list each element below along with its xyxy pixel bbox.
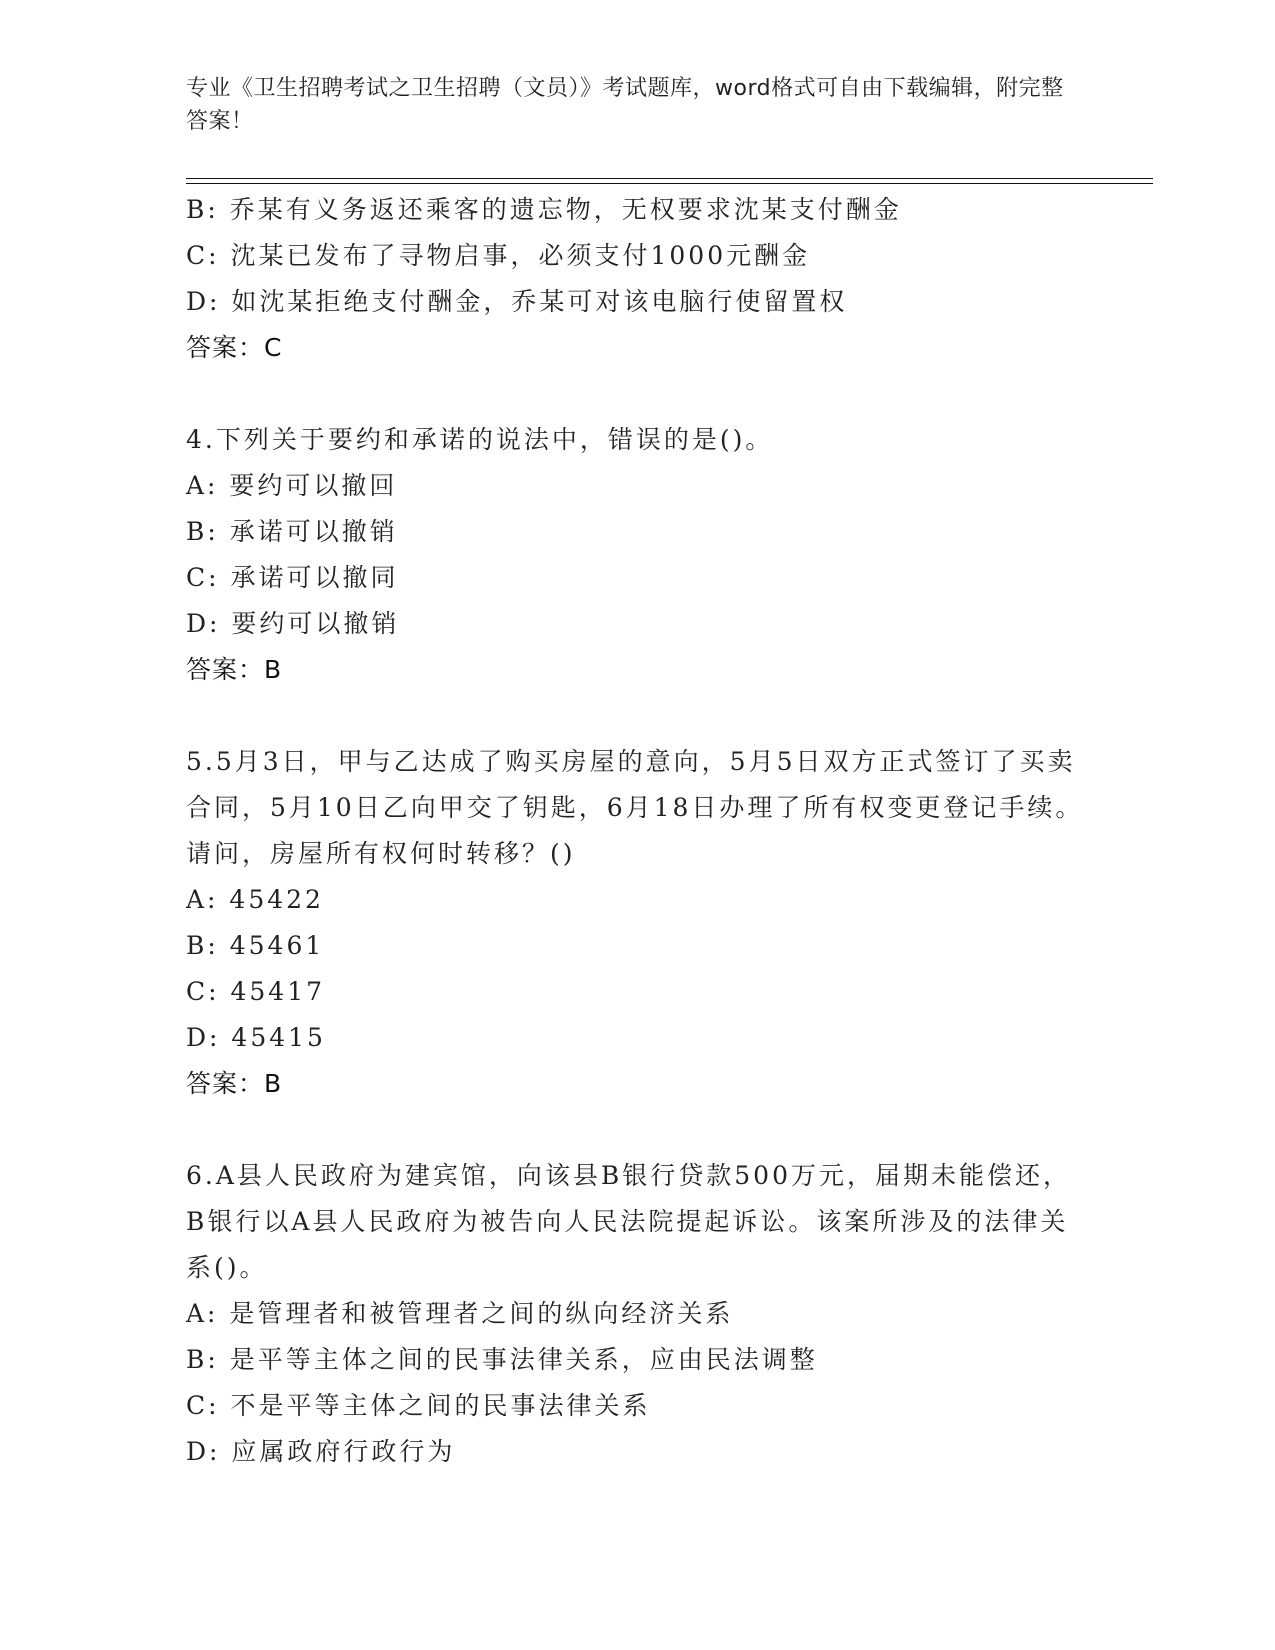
answer-label: 答案：B: [186, 1069, 283, 1098]
option-c: C: 沈某已发布了寻物启事，必须支付1000元酬金: [186, 241, 811, 270]
question-5: [186, 739, 1086, 1107]
option-d: D: 要约可以撤销: [186, 609, 400, 638]
option-c: C: 不是平等主体之间的民事法律关系: [186, 1391, 651, 1420]
option-b: B: 乔某有义务返还乘客的遗忘物，无权要求沈某支付酬金: [186, 195, 902, 224]
option-a: A: 45422: [186, 885, 324, 914]
question-text: 4.下列关于要约和承诺的说法中，错误的是()。: [186, 425, 774, 454]
answer-label: 答案：B: [186, 655, 283, 684]
question-3-tail: [186, 187, 1086, 371]
document-header: 专业《卫生招聘考试之卫生招聘（文员）》考试题库，word格式可自由下载编辑，附完整答案！: [186, 76, 1064, 134]
answer-label: 答案：C: [186, 333, 283, 362]
question-4: [186, 417, 1086, 693]
spacer: [186, 1107, 1086, 1153]
question-text: 5.5月3日，甲与乙达成了购买房屋的意向，5月5日双方正式签订了买卖合同，5月10日乙向甲交了钥匙，6月18日办理了所有权变更登记手续。请问，房屋所有权何时转移？(): [186, 747, 1084, 868]
option-c: C: 承诺可以撤同: [186, 563, 399, 592]
spacer: [186, 693, 1086, 739]
option-c: C: 45417: [186, 977, 326, 1006]
question-text: 6.A县人民政府为建宾馆，向该县B银行贷款500万元，届期未能偿还，B银行以A县人民政府为被告向人民法院提起诉讼。该案所涉及的法律关系()。: [186, 1161, 1071, 1282]
option-b: B: 是平等主体之间的民事法律关系，应由民法调整: [186, 1345, 818, 1374]
spacer: [186, 371, 1086, 417]
option-a: A: 是管理者和被管理者之间的纵向经济关系: [186, 1299, 734, 1328]
option-d: D: 45415: [186, 1023, 326, 1052]
question-list: [186, 187, 1086, 1475]
question-6: [186, 1153, 1086, 1475]
header-divider-bottom: [186, 183, 1153, 184]
header-divider-top: [186, 178, 1153, 179]
option-d: D: 应属政府行政行为: [186, 1437, 456, 1466]
option-d: D: 如沈某拒绝支付酬金，乔某可对该电脑行使留置权: [186, 287, 848, 316]
option-b: B: 承诺可以撤销: [186, 517, 398, 546]
option-a: A: 要约可以撤回: [186, 471, 398, 500]
option-b: B: 45461: [186, 931, 325, 960]
